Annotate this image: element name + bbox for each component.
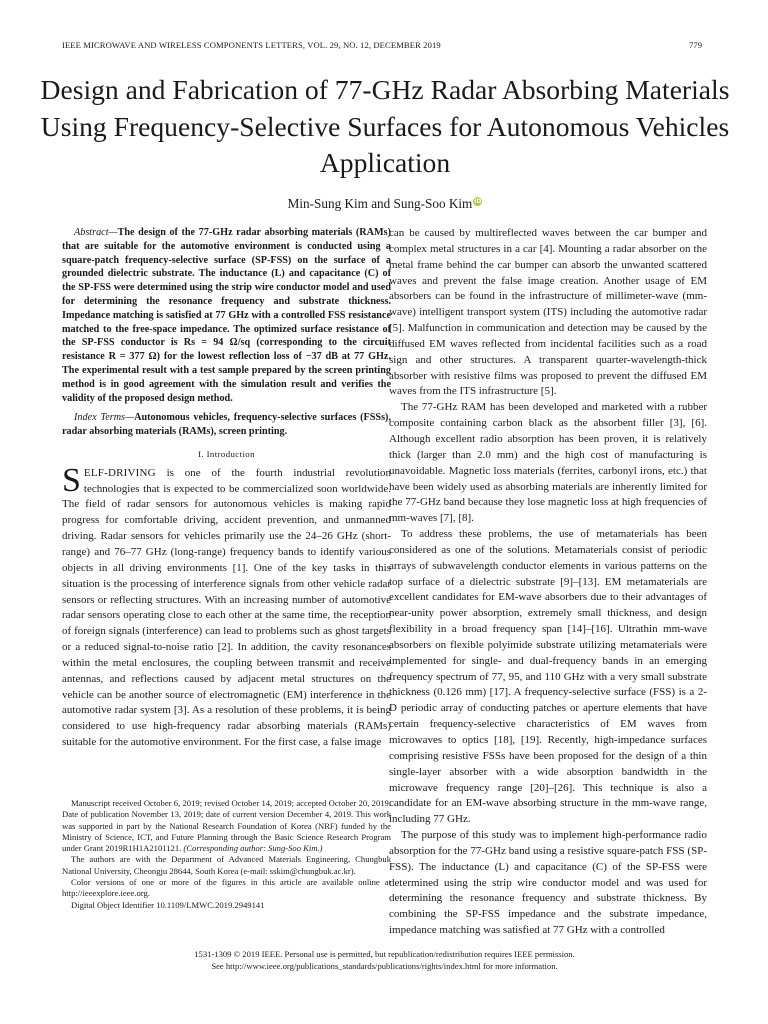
abstract-label: Abstract (74, 227, 109, 238)
copyright-notice (62, 948, 707, 972)
journal-header: IEEE MICROWAVE AND WIRELESS COMPONENTS LETTERS, VOL. 29, NO. 12, DECEMBER 2019 (62, 40, 441, 50)
footnote-doi: Digital Object Identifier 10.1109/LMWC.2019.2949141 (71, 899, 265, 910)
orcid-icon[interactable]: iD (474, 198, 482, 205)
footnote-color-note: Color versions of one or more of the figures in this article are available online at http://ieeexplore.ieee.org. (62, 877, 391, 899)
abstract-text: The design of the 77-GHz radar absorbing materials (RAMs) that are suitable for the automotive environment is conducted using a square-patch frequency-selective surface (SP-FSS) on the surface of a grounded dielectric substrate. The inductance (L) and capacitance (C) of the SP-FSS were determined using the strip wire conductor model and used for determining the resonance frequency and substrate thickness. Impedance matching is satisfied at 77 GHz with a controlled FSS resistance matched to the free-space impedance. The optimized surface resistance of the SP-FSS conductor is Rs = 94 Ω/sq (corresponding to the circuit resistance R = 377 Ω) for the lowest reflection loss of −37 dB at 77 GHz. The experimental result with a test sample prepared by the screen printing method is in good agreement with the simulation result and verifies the validity of the proposed design method. (62, 227, 391, 404)
index-terms-text: Autonomous vehicles, frequency-selective surfaces (FSSs), radar absorbing materials (RAMs), screen printing. (62, 412, 391, 438)
intro-paragraph-4: The purpose of this study was to implement high-performance radio absorption for the 77-GHz band using a resistive square-patch FSS (SP-FSS). The inductance (L) and capacitance (C) of the SP-FSS were determined using the strip wire conductor model and was used for determining the resonance frequency and substrate thickness. By combining the SP-FSS impedance and the substrate impedance, impedance matching was satisfied at 77 GHz with a controlled (389, 829, 707, 937)
footnote (62, 798, 391, 911)
footnote-corresponding: (Corresponding author: Sung-Soo Kim.) (183, 843, 323, 854)
left-column (62, 226, 391, 751)
footnote-manuscript: Manuscript received October 6, 2019; revised October 14, 2019; accepted October 20, 2019. Date of publication November 13, 2019; date of current version December 4, 2019. This work was supported in part by the National Research Foundation of Korea (NRF) funded by the Ministry of Science, ICT, and Future Planning through the Basic Science Research Program under Grant 2019R1H1A2101121. (Corresponding author: Sung-Soo Kim.) (62, 798, 391, 854)
intro-paragraph-1-continued: can be caused by multireflected waves between the car bumper and complex metal structures in a car [4]. Mounting a radar absorber on the metal frame behind the car bumper can absorb the unwanted scattered waves and prevent the false image creation. Another usage of EM absorbers can be found in the infrastructure of millimeter-wave (mm-wave) intelligent transport system (ITS) including the automotive radar [5]. Malfunction in communication and detection may be caused by the diffused EM waves reflected from incidental facilities such as a road sign and other structures. A transparent quarter-wavelength-thick absorber with resistive films was proposed to prevent the diffused EM waves from the ITS infrastructure [5]. (389, 227, 707, 398)
page-number: 779 (689, 40, 703, 50)
section-heading-introduction: I. Introduction (198, 448, 255, 459)
abstract: Abstract—The design of the 77-GHz radar absorbing materials (RAMs) that are suitable for the automotive environment is conducted using a square-patch frequency-selective surface (SP-FSS) on the surface of a grounded dielectric substrate. The inductance (L) and capacitance (C) of the SP-FSS were determined using the strip wire conductor model and used for determining the resonance frequency and substrate thickness. Impedance matching is satisfied at 77 GHz with a controlled FSS resistance matched to the free-space impedance. The optimized surface resistance of the SP-FSS conductor is Rs = 94 Ω/sq (corresponding to the circuit resistance R = 377 Ω) for the lowest reflection loss of −37 dB at 77 GHz. The experimental result with a test sample prepared by the screen printing method is in good agreement with the simulation result and verifies the validity of the proposed design method. (62, 227, 391, 404)
index-terms: Index Terms—Autonomous vehicles, frequency-selective surfaces (FSSs), radar absorbing materials (RAMs), screen printing. (62, 412, 391, 438)
author-line (40, 196, 730, 212)
drop-cap: S (62, 461, 81, 499)
right-column (389, 226, 707, 939)
intro-lead-word: ELF-DRIVING (83, 466, 156, 479)
intro-paragraph-1-text: is one of the fourth industrial revolution technologies that is expected to be commercialized soon worldwide. The field of radar sensors for autonomous vehicles is making rapid progress for comfortable driving, accident prevention, and unmanned driving. Radar sensors for vehicles primarily use the 24–26 GHz (short-range) and 76–77 GHz (long-range) frequency bands to identify various objects in all driving environments [1]. One of the key tasks in this situation is the processing of interference signals from other vehicle radar sensors or reflecting structures. With an increasing number of automotive radar sensors operating close to each other at the same time, the reception of foreign signals (interference) can lead to problems such as ghost targets or a reduced signal-to-noise ratio [2]. In addition, the cavity resonances within the metal enclosures, the coupling between transmit and receive antennas, and reflections caused by adjacent metal structures on the vehicle can be another source of electromagnetic (EM) interference in the automotive radar system [3]. As a resolution of these problems, it is being considered to use high-frequency radar absorbing materials (RAMs) suitable for the automotive environment. For the first case, a false image (62, 466, 391, 749)
copyright-line-2: See http://www.ieee.org/publications_standards/publications/rights/index.html for more information. (211, 961, 558, 971)
index-terms-label: Index Terms (74, 412, 126, 424)
footnote-affiliation: The authors are with the Department of Advanced Materials Engineering, Chungbuk National University, Cheongju 28644, South Korea (e-mail: sskim@chungbuk.ac.kr). (62, 854, 391, 876)
paper-title: Design and Fabrication of 77-GHz Radar Absorbing Materials Using Frequency-Selective Surfaces for Autonomous Vehicles Application (40, 74, 730, 178)
intro-paragraph-3: To address these problems, the use of metamaterials has been considered as one of the solutions. Metamaterials consist of periodic arrays of subwavelength conductor elements in various patterns on the top surface of a dielectric substrate [9]–[13]. EM metamaterials are excellent candidates for EM-wave absorbers due to their advantages of near-unity power absorption, extremely small thickness, and design flexibility in a broad frequency span [14]–[16]. Ultrathin mm-wave absorbers on flexible polyimide substrate utilizing metamaterials were implemented for single- and dual-frequency bands in an emerging frequency spectrum of 77, 95, and 110 GHz with a very small substrate thickness (0.126 mm) [17]. A frequency-selective surface (FSS) is a 2-D periodic array of conducting patches or aperture elements that have certain frequency-selective characteristics of EM waves from microwaves to optics [18], [19]. Recently, high-impedance surfaces comprising resistive FSSs have been proposed for the design of a thin single-layer absorber with a wide absorption bandwidth in the microwave frequency range [20]–[26]. This technique is also a candidate for an EM-wave absorbing structure in the mm-wave range, including 77 GHz. (389, 528, 707, 826)
intro-paragraph-2: The 77-GHz RAM has been developed and marketed with a rubber composite containing carbon black as the absorbent filler [3], [6]. Although excellent radio absorption has been proven, it is relatively thick (larger than 2.0 mm) and the high cost of manufacturing is unavoidable. Magnetic loss materials (ferrites, carbonyl irons, etc.) that have been widely used as absorbing materials are inherently limited for the 77-GHz band because they lose magnetic loss at high frequencies of mm-waves [7], [8]. (389, 401, 707, 525)
author-names: Min-Sung Kim and Sung-Soo Kim (287, 196, 473, 211)
intro-paragraph-1 (62, 461, 391, 751)
copyright-line-1: 1531-1309 © 2019 IEEE. Personal use is permitted, but republication/redistribution requires IEEE permission. (194, 949, 575, 959)
